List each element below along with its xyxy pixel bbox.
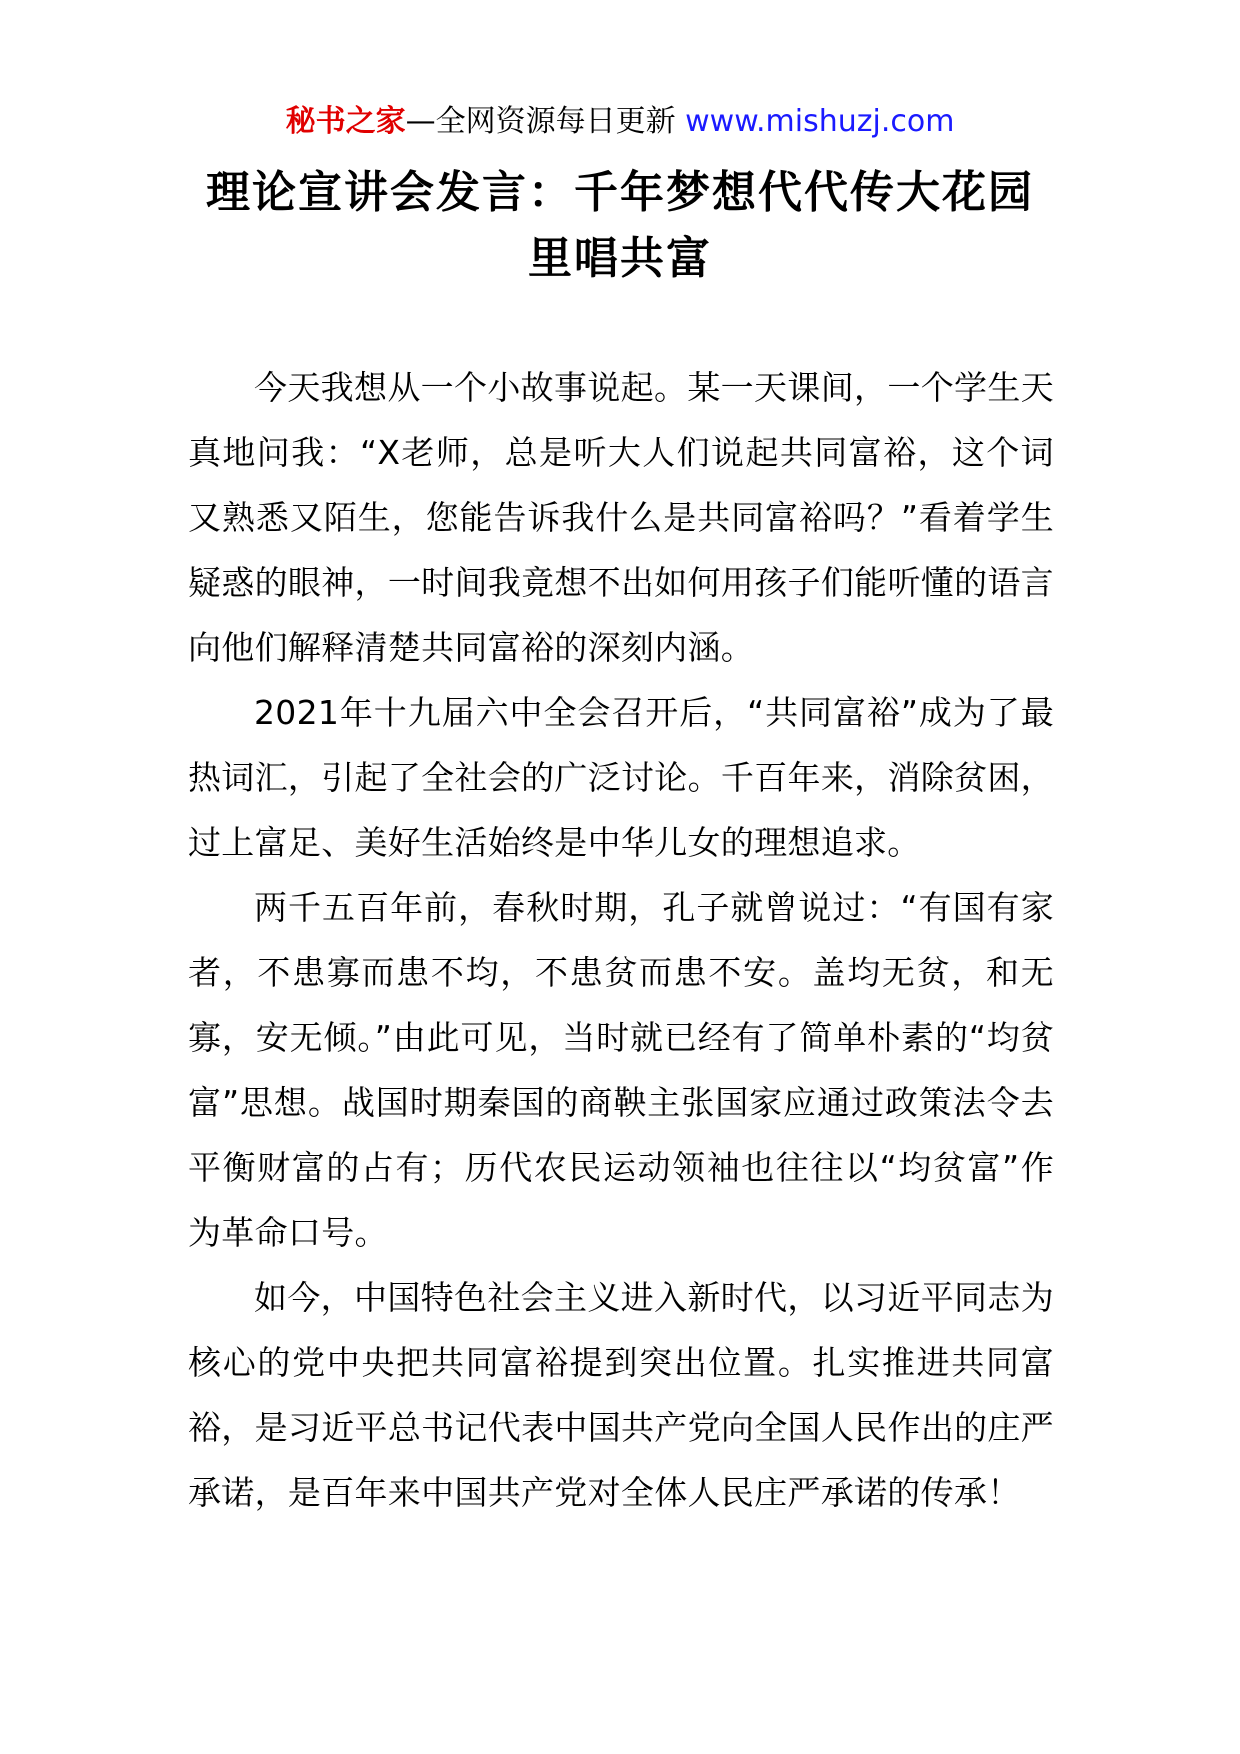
paragraph: 如今，中国特色社会主义进入新时代，以习近平同志为核心的党中央把共同富裕提到突出位置。扎实推进共同富裕，是习近平总书记代表中国共产党向全国人民作出的庄严承诺，是百年来中国共产党对全体人民庄严承诺的传承！	[188, 1278, 1054, 1512]
document-title: 理论宣讲会发言：千年梦想代代传大花园里唱共富	[206, 167, 1034, 284]
site-brand: 秘书之家	[285, 104, 406, 139]
document-body	[188, 355, 1054, 1525]
site-url[interactable]: www.mishuzj.com	[685, 104, 955, 139]
paragraph: 两千五百年前，春秋时期，孔子就曾说过：“有国有家者，不患寡而患不均，不患贫而患不安。盖均无贫，和无寡，安无倾。”由此可见，当时就已经有了简单朴素的“均贫富”思想。战国时期秦国的商鞅主张国家应通过政策法令去平衡财富的占有；历代农民运动领袖也往往以“均贫富”作为革命口号。	[188, 888, 1054, 1252]
paragraph: 2021年十九届六中全会召开后，“共同富裕”成为了最热词汇，引起了全社会的广泛讨论。千百年来，消除贫困，过上富足、美好生活始终是中华儿女的理想追求。	[188, 693, 1054, 862]
site-tagline: —全网资源每日更新	[405, 104, 676, 139]
site-header	[0, 100, 1240, 144]
paragraph: 今天我想从一个小故事说起。某一天课间，一个学生天真地问我：“X老师，总是听大人们说起共同富裕，这个词又熟悉又陌生，您能告诉我什么是共同富裕吗？”看着学生疑惑的眼神，一时间我竟想不出如何用孩子们能听懂的语言向他们解释清楚共同富裕的深刻内涵。	[188, 368, 1054, 667]
